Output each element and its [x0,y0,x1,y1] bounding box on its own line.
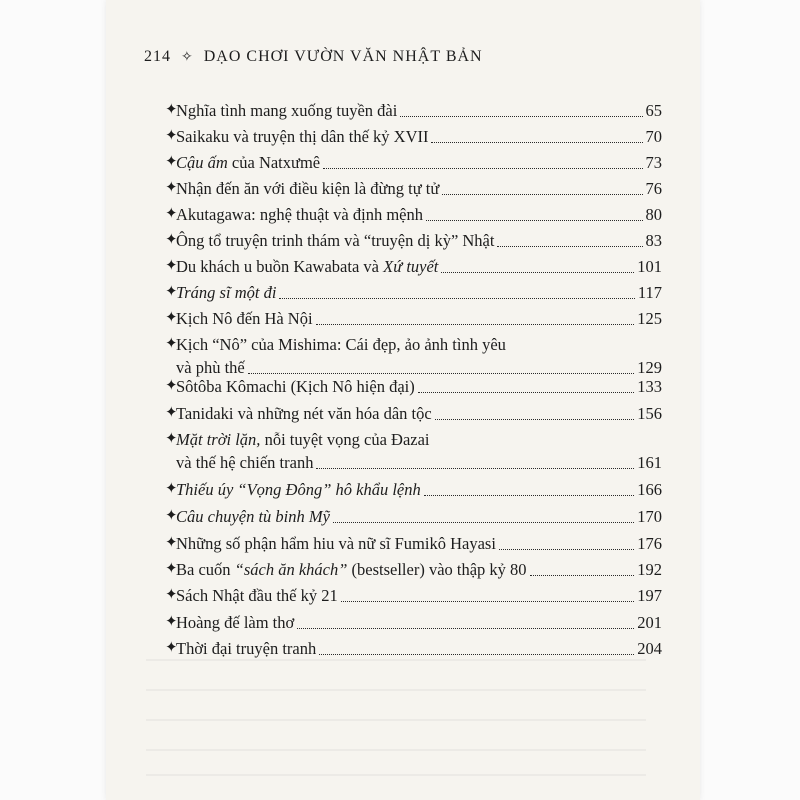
entry-title: Du khách u buồn Kawabata và Xứ tuyết [176,257,439,276]
entry-title: Câu chuyện tù binh Mỹ [176,507,330,526]
entry-page: 204 [637,639,662,658]
entry-title-continued: và phù thế [176,358,245,377]
toc-entry [165,478,662,501]
toc-entry [165,151,662,174]
entry-title: Kịch Nô đến Hà Nội [176,309,313,328]
entry-page: 133 [637,377,662,396]
dot-leader [441,272,634,273]
dot-leader [316,324,635,325]
entry-page: 73 [645,153,662,172]
toc-entry [165,375,662,398]
toc-entry [165,125,662,148]
dot-leader [442,194,642,195]
four-point-star-icon: ✦ [165,206,178,222]
dot-leader [499,549,634,550]
four-point-star-icon: ✦ [165,102,178,118]
four-point-star-icon: ✦ [165,431,178,447]
entry-title: Thời đại truyện tranh [176,639,317,658]
dot-leader [297,628,634,629]
entry-page: 201 [637,613,662,632]
four-point-star-icon: ✦ [165,232,178,248]
entry-page: 129 [637,358,662,377]
four-point-star-icon: ✦ [165,310,178,326]
toc-entry [165,229,662,252]
dot-leader [333,522,634,523]
four-point-star-icon: ✦ [165,587,178,603]
entry-page: 166 [637,480,662,499]
entry-title: Sách Nhật đầu thế kỷ 21 [176,586,338,605]
four-point-star-icon: ✦ [165,154,178,170]
entry-title: Thiếu úy “Vọng Đông” hô khẩu lệnh [176,480,421,499]
four-point-star-icon: ✦ [165,284,178,300]
toc-entry [165,637,662,660]
entry-page: 101 [637,257,662,276]
entry-title: Kịch “Nô” của Mishima: Cái đẹp, ảo ảnh tình yêu [176,335,506,354]
four-point-star-icon: ✦ [165,614,178,630]
entry-title: Cậu ấm của Natxưmê [176,153,321,172]
dot-leader [316,468,634,469]
entry-page: 70 [645,127,662,146]
dot-leader [323,168,642,169]
toc-entry [165,611,662,634]
entry-page: 170 [637,507,662,526]
entry-page: 80 [645,205,662,224]
toc-entry [165,281,662,304]
entry-page: 192 [637,560,662,579]
dot-leader [435,419,635,420]
entry-page: 161 [637,453,662,472]
four-point-star-icon: ✦ [165,481,178,497]
page-number: 214 [144,48,171,65]
entry-title: Ông tổ truyện trinh thám và “truyện dị kỳ” Nhật [176,231,495,250]
entry-title: Nghĩa tình mang xuống tuyền đài [176,101,398,120]
entry-title: Nhận đến ăn với điều kiện là đừng tự tử [176,179,440,198]
toc-entry [165,532,662,555]
dot-leader [319,654,634,655]
entry-title: Hoàng đế làm thơ [176,613,295,632]
entry-page: 65 [645,101,662,120]
entry-title: Saikaku và truyện thị dân thế kỷ XVII [176,127,429,146]
toc-entry [165,584,662,607]
dot-leader [418,392,635,393]
dot-leader [497,246,642,247]
entry-title: Sôtôba Kômachi (Kịch Nô hiện đại) [176,377,415,396]
entry-page: 83 [645,231,662,250]
entry-page: 117 [637,283,662,302]
entry-title: Mặt trời lặn, nỗi tuyệt vọng của Đazai [176,430,430,449]
four-point-star-icon: ✦ [165,258,178,274]
entry-title: Tráng sĩ một đi [176,283,277,302]
entry-page: 125 [637,309,662,328]
toc-entry [165,307,662,330]
book-page [106,0,700,800]
four-point-star-icon: ✦ [165,378,178,394]
book-title: DẠO CHƠI VƯỜN VĂN NHẬT BẢN [203,48,483,65]
entry-page: 197 [637,586,662,605]
entry-page: 176 [637,534,662,553]
toc-entry [165,558,662,581]
four-point-star-icon: ✦ [165,405,178,421]
entry-title: Ba cuốn “sách ăn khách” (bestseller) vào thập kỷ 80 [176,560,527,579]
dot-leader [400,116,642,117]
toc-entry [165,505,662,528]
dot-leader [248,373,635,374]
toc-entry [165,428,662,474]
entry-page: 76 [645,179,662,198]
four-point-star-icon: ✦ [165,640,178,656]
running-header [144,48,483,66]
toc-entry [165,99,662,122]
dot-leader [279,298,634,299]
entry-title: Tanidaki và những nét văn hóa dân tộc [176,404,432,423]
entry-title: Những số phận hẩm hiu và nữ sĩ Fumikô Hayasi [176,534,496,553]
dot-leader [341,601,634,602]
toc-entry [165,333,662,379]
toc-entry [165,255,662,278]
dot-leader [530,575,635,576]
toc-entry [165,177,662,200]
toc-entry [165,203,662,226]
entry-page: 156 [637,404,662,423]
four-point-star-icon: ✦ [165,535,178,551]
four-point-star-icon: ✦ [165,128,178,144]
diamond-icon: ✧ [181,49,194,65]
dot-leader [431,142,642,143]
toc-entry [165,402,662,425]
four-point-star-icon: ✦ [165,561,178,577]
four-point-star-icon: ✦ [165,508,178,524]
entry-title-continued: và thế hệ chiến tranh [176,453,314,472]
entry-title: Akutagawa: nghệ thuật và định mệnh [176,205,423,224]
dot-leader [424,495,635,496]
dot-leader [426,220,643,221]
four-point-star-icon: ✦ [165,336,178,352]
four-point-star-icon: ✦ [165,180,178,196]
